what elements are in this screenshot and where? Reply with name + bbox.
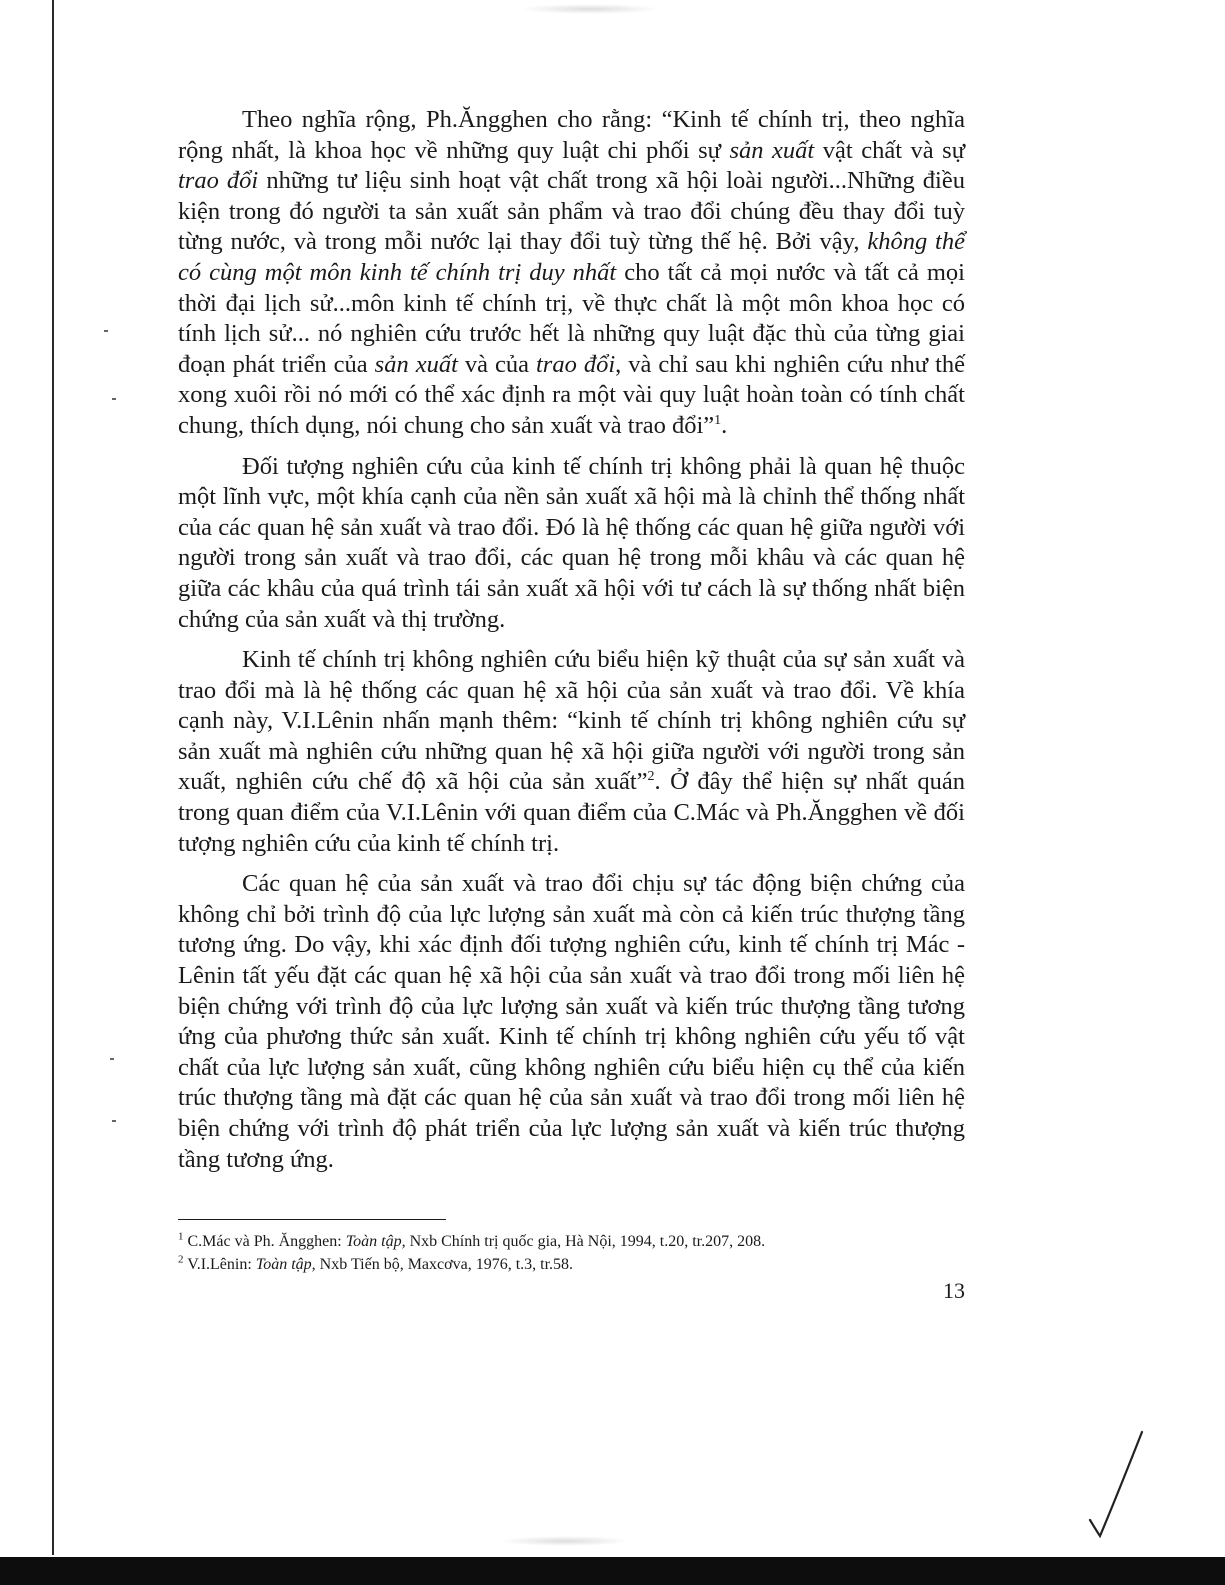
scan-bottom-edge [0, 1557, 1225, 1585]
footnote-divider [178, 1219, 446, 1220]
body-text [178, 105, 965, 1185]
footnote-ref-2[interactable]: 2 [647, 769, 655, 785]
scan-speck [104, 330, 108, 332]
footnote-2: $^2$ V.I.Lênin: Toàn tập, Nxb Tiến bộ, Maxcơva, 1976, t.3, tr.58. [178, 1253, 574, 1273]
footnote-ref-1[interactable]: 1 [714, 412, 722, 428]
paragraph-2: Đối tượng nghiên cứu của kinh tế chính trị không phải là quan hệ thuộc một lĩnh vực, một khía cạnh của nền sản xuất xã hội mà là chỉnh thể thống nhất của các quan hệ sản xuất và trao đổi. Đó là hệ thống các quan hệ giữa người với người trong sản xuất và trao đổi, các quan hệ trong mỗi khâu và các quan hệ giữa các khâu của quá trình tái sản xuất xã hội với tư cách là sự thống nhất biện chứng của sản xuất và thị trường. [178, 452, 965, 633]
footnotes [178, 1230, 965, 1276]
scan-speck [110, 1058, 114, 1060]
scan-speck [112, 398, 116, 400]
scan-left-edge [52, 0, 54, 1555]
paragraph-1: Theo nghĩa rộng, Ph.Ăngghen cho rằng: “Kinh tế chính trị, theo nghĩa rộng nhất, là khoa học về những quy luật chi phối sự sản xuất vật chất và sự trao đổi những tư liệu sinh hoạt vật chất trong xã hội loài người...Những điều kiện trong đó người ta sản xuất sản phẩm và trao đổi chúng đều thay đổi tuỳ từng nước, và trong mỗi nước lại thay đổi tuỳ từng thế hệ. Bởi vậy, không thể có cùng một môn kinh tế chính trị duy nhất cho tất cả mọi nước và tất cả mọi thời đại lịch sử...môn kinh tế chính trị, về thực chất là một môn khoa học có tính lịch sử... nó nghiên cứu trước hết là những quy luật đặc thù của từng giai đoạn phát triển của sản xuất và của trao đổi, và chỉ sau khi nghiên cứu như thế xong xuôi rồi nó mới có thể xác định ra một vài quy luật hoàn toàn có tính chất chung, thích dụng, nói chung cho sản xuất và trao đổi”$^1$. [178, 106, 966, 439]
scan-smudge-top [520, 4, 660, 14]
page-number: 13 [943, 1278, 965, 1303]
paragraph-3: Kinh tế chính trị không nghiên cứu biểu hiện kỹ thuật của sự sản xuất và trao đổi mà là hệ thống các quan hệ xã hội của sản xuất và trao đổi. Về khía cạnh này, V.I.Lênin nhấn mạnh thêm: “kinh tế chính trị không nghiên cứu sự sản xuất mà nghiên cứu những quan hệ xã hội giữa người với người trong sản xuất, nghiên cứu chế độ xã hội của sản xuất”$^2$. Ở đây thể hiện sự nhất quán trong quan điểm của V.I.Lênin với quan điểm của C.Mác và Ph.Ăngghen về đối tượng nghiên cứu của kinh tế chính trị. [178, 646, 965, 857]
paragraph-4: Các quan hệ của sản xuất và trao đổi chịu sự tác động biện chứng của không chỉ bởi trình độ của lực lượng sản xuất mà còn cả kiến trúc thượng tầng tương ứng. Do vậy, khi xác định đối tượng nghiên cứu, kinh tế chính trị Mác - Lênin tất yếu đặt các quan hệ xã hội của sản xuất và trao đổi trong mối liên hệ biện chứng với trình độ của lực lượng sản xuất và kiến trúc thượng tầng tương ứng của phương thức sản xuất. Kinh tế chính trị không nghiên cứu yếu tố vật chất của lực lượng sản xuất, cũng không nghiên cứu biểu hiện cụ thể của kiến trúc thượng tầng mà đặt các quan hệ của sản xuất và trao đổi trong mối liên hệ biện chứng với trình độ phát triển của lực lượng sản xuất và kiến trúc thượng tầng tương ứng. [178, 870, 965, 1173]
footnote-1: $^1$ C.Mác và Ph. Ăngghen: Toàn tập, Nxb Chính trị quốc gia, Hà Nội, 1994, t.20, tr.207, 208. [178, 1230, 766, 1250]
scan-smudge-bottom [500, 1536, 630, 1546]
scan-speck [112, 1120, 116, 1122]
checkmark-icon [1086, 1428, 1146, 1538]
